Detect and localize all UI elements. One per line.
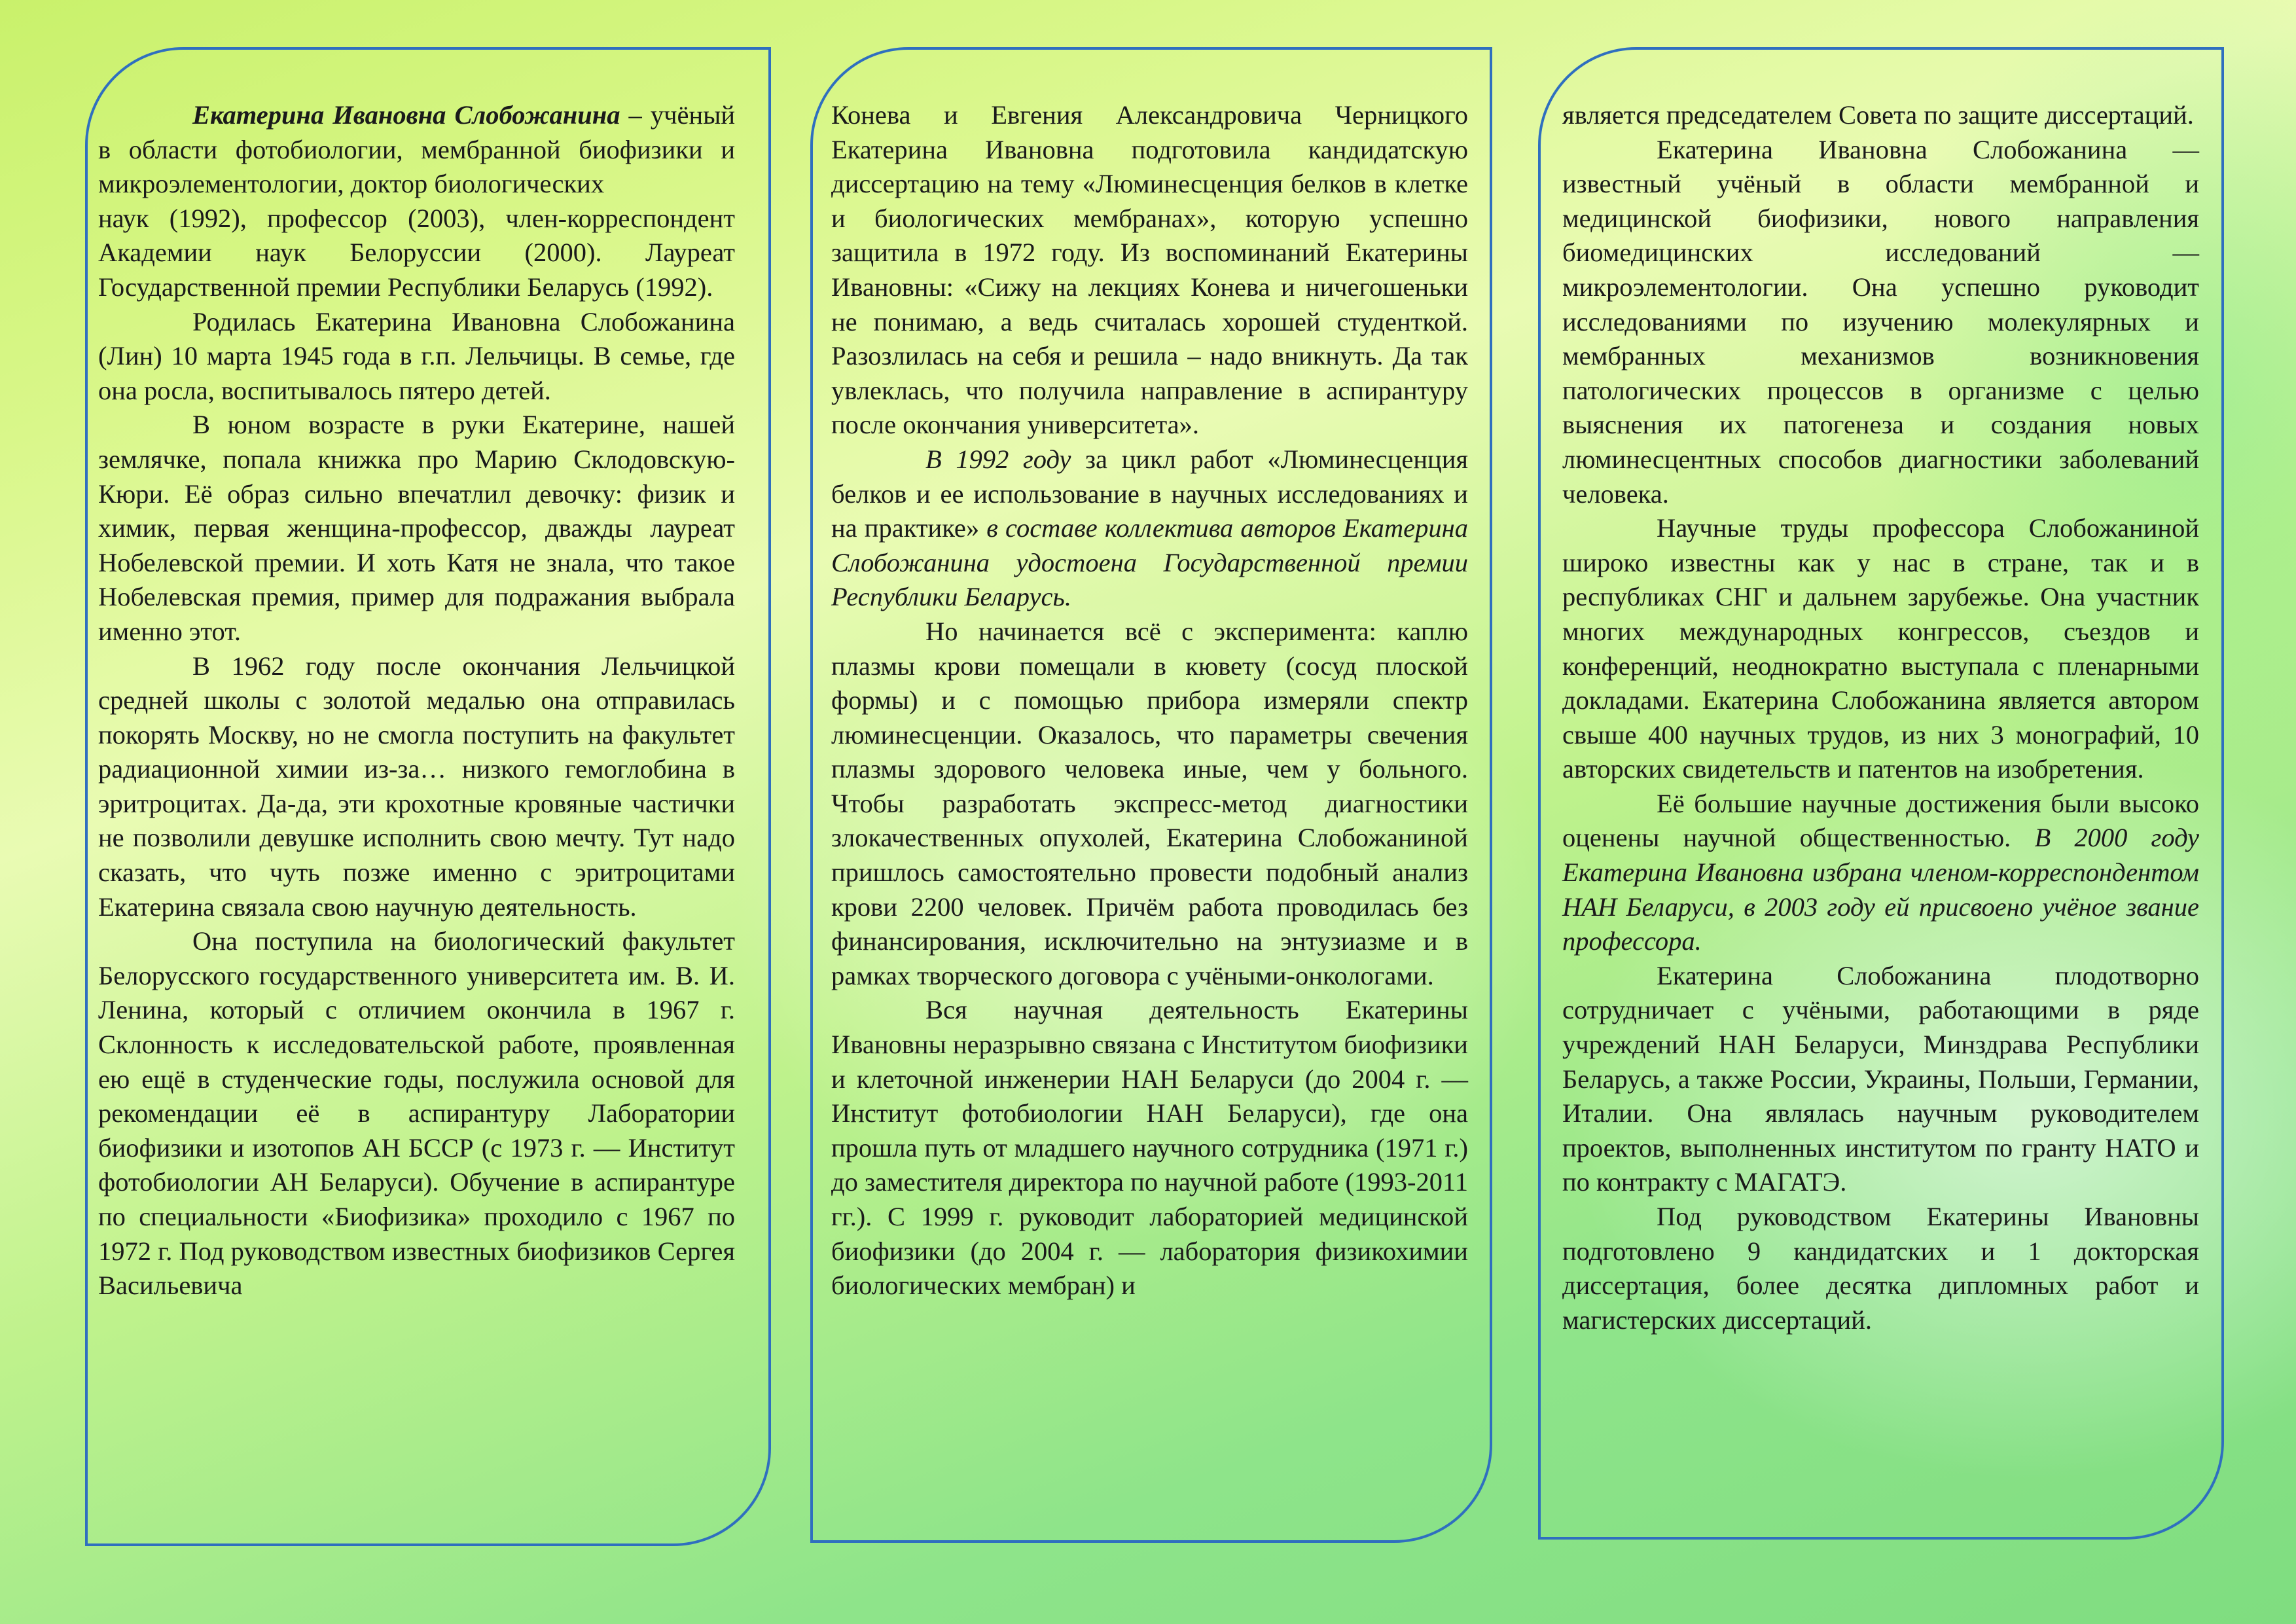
column-text-3 <box>1562 98 2199 1337</box>
paragraph-award <box>831 442 1468 615</box>
award-italic: в составе коллектива авторов Екатерина Слобожанина удостоена Государственной премии Республики Беларусь. <box>831 513 1468 612</box>
paragraph-students: Под руководством Екатерины Ивановны подготовлено 9 кандидатских и 1 докторская диссертация, более десятка дипломных работ и магистерских диссертаций. <box>1562 1202 2199 1335</box>
paragraph-cooperation: Екатерина Слобожанина плодотворно сотрудничает с учёными, работающими в ряде учреждений НАН Беларуси, Минздрава Республики Беларусь, а также России, Украины, Польши, Германии, Италии. Она являлась научным руководителем проектов, выполненных институтом по гранту НАТО и по контракту с МАГАТЭ. <box>1562 960 2199 1197</box>
paragraph-birth: Родилась Екатерина Ивановна Слобожанина (Лин) 10 марта 1945 года в г.п. Лельчицы. В семье, где она росла, воспитывалось пятеро детей. <box>98 306 735 405</box>
paragraph-youth: В юном возрасте в руки Екатерине, нашей землячке, попала книжка про Марию Склодовскую-Кюри. Её образ сильно впечатлил девочку: физик и химик, первая женщина-профессор, дважды лауреат Нобелевской премии. И хоть Катя не знала, что такое Нобелевская премия, пример для подражания выбрала именно этот. <box>98 410 735 646</box>
paragraph-intro-cont: наук (1992), профессор (2003), член-корреспондент Академии наук Белоруссии (2000). Лауреат Государственной премии Республики Беларусь (1992). <box>98 203 735 302</box>
achievements-italic: В 2000 году Екатерина Ивановна избрана членом-корреспондентом НАН Беларуси, в 2003 году ей присвоено учёное звание профессора. <box>1562 823 2199 956</box>
paragraph-works: Научные труды профессора Слобожаниной широко известны как у нас в стране, так и в республиках СНГ и дальнем зарубежье. Она участник многих международных конгрессов, съездов и конференций, неоднократно выступала с пленарными докладами. Екатерина Слобожанина является автором свыше 400 научных трудов, из них 3 монографий, 10 авторских свидетельств и патентов на изобретения. <box>1562 513 2199 784</box>
paragraph-achievements <box>1562 787 2199 959</box>
paragraph-council: является председателем Совета по защите диссертаций. <box>1562 100 2194 130</box>
column-text-2 <box>831 98 1468 1303</box>
paragraph-school: В 1962 году после окончания Лельчицкой средней школы с золотой медалью она отправилась покорять Москву, но не смогла поступить на факультет радиационной химии из-за… низкого гемоглобина в эритроцитах. Да-да, эти крохотные кровяные частички не позволили девушке исполнить свою мечту. Тут надо сказать, что чуть позже именно с эритроцитами Екатерина связала свою научную деятельность. <box>98 651 735 922</box>
paragraph-experiment: Но начинается всё с эксперимента: каплю плазмы крови помещали в кювету (сосуд плоской формы) и с помощью прибора измеряли спектр люминесценции. Оказалось, что параметры свечения плазмы здорового человека иные, чем у больного. Чтобы разработать экспресс-метод диагностики злокачественных опухолей, Екатерина Слобожаниной пришлось самостоятельно провести подобный анализ крови 2200 человек. Причём работа проводилась без финансирования, исключительно на энтузиазме и в рамках творческого договора с учёными-онкологами. <box>831 616 1468 990</box>
column-text-1 <box>98 98 735 1303</box>
intro-text: – учёный в области фотобиологии, мембранной биофизики и микроэлементологии, доктор биологических <box>98 100 736 199</box>
paragraph-institute: Вся научная деятельность Екатерины Ивановны неразрывно связана с Институтом биофизики и клеточной инженерии НАН Беларуси (до 2004 г. — Институт фотобиологии НАН Беларуси), где она прошла путь от младшего научного сотрудника (1971 г.) до заместителя директора по научной работе (1993-2011 гг.). С 1999 г. руководит лабораторией медицинской биофизики (до 2004 г. — лаборатория физикохимии биологических мембран) и <box>831 995 1468 1301</box>
paragraph-intro <box>98 98 735 202</box>
paragraph-dissertation: Конева и Евгения Александровича Черницкого Екатерина Ивановна подготовила кандидатскую диссертацию на тему «Люминесценция белков в клетке и биологических мембранах», которую успешно защитила в 1972 году. Из воспоминаний Екатерины Ивановны: «Сижу на лекциях Конева и ничегошеньки не понимаю, а ведь считалась хорошей студенткой. Разозлилась на себя и решила – надо вникнуть. Да так увлеклась, что получила направление в аспирантуру после окончания университета». <box>831 100 1468 440</box>
subject-name: Екатерина Ивановна Слобожанина <box>192 100 620 130</box>
paragraph-research: Екатерина Ивановна Слобожанина — известный учёный в области мембранной и медицинской биофизики, нового направления биомедицинских исследований — микроэлементологии. Она успешно руководит исследованиями по изучению молекулярных и мембранных механизмов возникновения патологических процессов в организме с целью выяснения их патогенеза и создания новых люминесцентных способов диагностики заболеваний человека. <box>1562 134 2199 509</box>
award-year: В 1992 году <box>925 444 1071 474</box>
paragraph-university: Она поступила на биологический факультет Белорусского государственного университета им. В. И. Ленина, который с отличием окончила в 1967 г. Склонность к исследовательской работе, проявленная ею ещё в студенческие годы, послужила основой для рекомендации её в аспирантуру Лаборатории биофизики и изотопов АН БССР (с 1973 г. — Институт фотобиологии АН Беларуси). Обучение в аспирантуре по специальности «Биофизика» проходило с 1967 по 1972 г. Под руководством известных биофизиков Сергея Васильевича <box>98 926 735 1301</box>
award-text: за цикл работ «Люминесценция белков и ее использование в научных исследованиях и на практике» <box>831 444 1469 543</box>
achievements-text: Её большие научные достижения были высоко оценены научной общественностью. <box>1562 788 2199 853</box>
